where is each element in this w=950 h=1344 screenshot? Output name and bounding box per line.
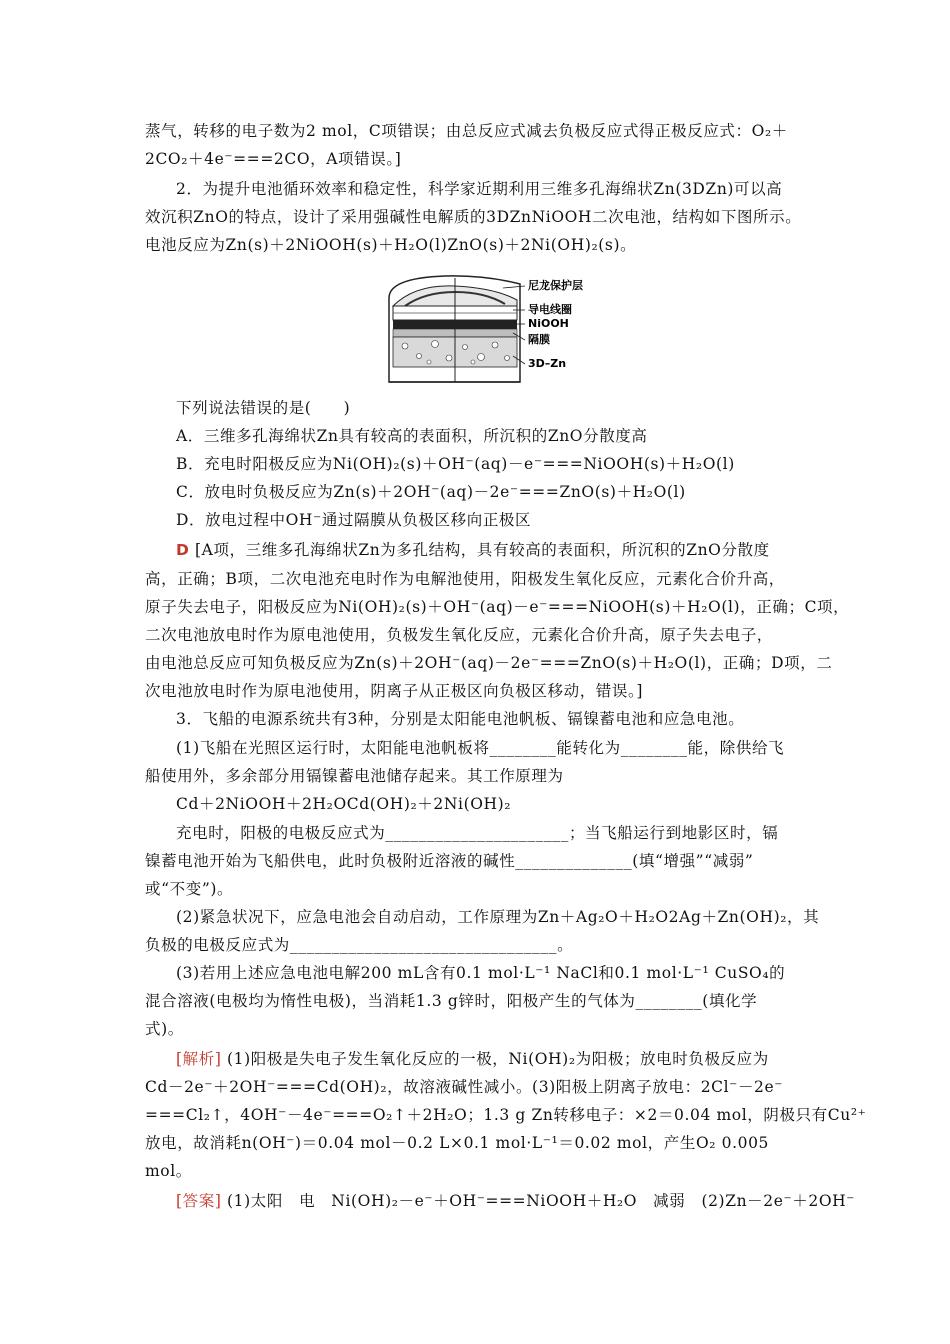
- answer-line: [176, 1190, 856, 1212]
- label-membrane: 隔膜: [528, 333, 550, 346]
- text-line: 蒸气，转移的电子数为2 mol，C项错误；由总反应式减去负极反应式得正极反应式：O₂＋: [145, 122, 788, 140]
- label-coil: 导电线圈: [528, 303, 572, 316]
- option-b: B．充电时阳极反应为Ni(OH)₂(s)＋OH⁻(aq)－e⁻===NiOOH(s)＋H₂O(l): [176, 455, 735, 473]
- text-line: 2CO₂＋4e⁻===2CO，A项错误。]: [145, 150, 402, 168]
- option-c: C．放电时负极反应为Zn(s)＋2OH⁻(aq)－2e⁻===ZnO(s)＋H₂O(l): [176, 483, 686, 501]
- text-line: 电池反应为Zn(s)＋2NiOOH(s)＋H₂O(l)ZnO(s)＋2Ni(OH)₂(s)。: [145, 236, 637, 254]
- text-line: 负极的电极反应式为________________________________。: [145, 936, 574, 954]
- text-line: 二次电池放电时作为原电池使用，负极发生氧化反应，元素化合价升高，原子失去电子，: [145, 626, 773, 644]
- text-line: (2)紧急状况下，应急电池会自动启动，工作原理为Zn＋Ag₂O＋H₂O2Ag＋Zn(OH)₂，其: [176, 908, 820, 926]
- label-3d-zn: 3D–Zn: [528, 357, 567, 370]
- question-3-line: 3．飞船的电源系统共有3种，分别是太阳能电池帆板、镉镍蓄电池和应急电池。: [176, 710, 745, 728]
- text-line: (3)若用上述应急电池电解200 mL含有0.1 mol·L⁻¹ NaCl和0.1 mol·L⁻¹ CuSO₄的: [176, 964, 786, 982]
- text-line: 镍蓄电池开始为飞船供电，此时负极附近溶液的碱性______________(填“增强”“减弱”: [145, 852, 754, 870]
- answer-text: (1)太阳 电 Ni(OH)₂－e⁻＋OH⁻===NiOOH＋H₂O 减弱 (2)Zn－2e⁻＋2OH⁻: [227, 1192, 856, 1210]
- analysis-line: [176, 1048, 836, 1070]
- answer-tag: [答案]: [176, 1192, 222, 1210]
- text-line: 放电，故消耗n(OH⁻)＝0.04 mol－0.2 L×0.1 mol·L⁻¹＝0.02 mol，产生O₂ 0.005: [145, 1134, 769, 1152]
- text-line: 充电时，阳极的电极反应式为______________________；当飞船运行到地影区时，镉: [176, 824, 779, 842]
- label-niooh: NiOOH: [528, 317, 569, 330]
- battery-structure-figure: [385, 270, 585, 385]
- question-2-line: 2．为提升电池循环效率和稳定性，科学家近期利用三维多孔海绵状Zn(3DZn)可以高: [176, 180, 783, 198]
- text-line: 船使用外，多余部分用镉镍蓄电池储存起来。其工作原理为: [145, 767, 564, 785]
- text-line: 式)。: [145, 1020, 184, 1038]
- option-a: A．三维多孔海绵状Zn具有较高的表面积，所沉积的ZnO分散度高: [176, 427, 648, 445]
- answer-explanation-line: [176, 539, 836, 561]
- text-line: 或“不变”)。: [145, 880, 234, 898]
- text-line: Cd－2e⁻＋2OH⁻===Cd(OH)₂，故溶液碱性减小。(3)阳极上阴离子放电：2Cl⁻－2e⁻: [145, 1078, 784, 1096]
- text-line: 由电池总反应可知负极反应为Zn(s)＋2OH⁻(aq)－2e⁻===ZnO(s)＋H₂O(l)，正确；D项，二: [145, 654, 833, 672]
- analysis-text: (1)阳极是失电子发生氧化反应的一极，Ni(OH)₂为阳极；放电时负极反应为: [227, 1050, 769, 1068]
- question-stem: 下列说法错误的是( ): [176, 399, 351, 417]
- text-line: 效沉积ZnO的特点，设计了采用强碱性电解质的3DZnNiOOH二次电池，结构如下图所示。: [145, 208, 802, 226]
- text-line: 原子失去电子，阳极反应为Ni(OH)₂(s)＋OH⁻(aq)－e⁻===NiOOH(s)＋H₂O(l)，正确；C项，: [145, 598, 850, 616]
- analysis-tag: [解析]: [176, 1050, 222, 1068]
- equation-line: Cd＋2NiOOH＋2H₂OCd(OH)₂＋2Ni(OH)₂: [176, 795, 512, 813]
- text-line: ===Cl₂↑，4OH⁻－4e⁻===O₂↑＋2H₂O；1.3 g Zn转移电子：×2＝0.04 mol，阴极只有Cu²⁺: [145, 1106, 867, 1124]
- text-line: 高，正确；B项，二次电池充电时作为电解池使用，阳极发生氧化反应，元素化合价升高，: [145, 570, 785, 588]
- text-line: 混合溶液(电极均为惰性电极)，当消耗1.3 g锌时，阳极产生的气体为________(填化学: [145, 992, 758, 1010]
- label-nylon: 尼龙保护层: [528, 279, 583, 292]
- explanation-text: [A项，三维多孔海绵状Zn为多孔结构，具有较高的表面积，所沉积的ZnO分散度: [195, 541, 770, 559]
- option-d: D．放电过程中OH⁻通过隔膜从负极区移向正极区: [176, 511, 532, 529]
- text-line: 次电池放电时作为原电池使用，阴离子从正极区向负极区移动，错误。]: [145, 682, 643, 700]
- text-line: mol。: [145, 1162, 192, 1180]
- answer-letter: D: [176, 541, 190, 559]
- text-line: (1)飞船在光照区运行时，太阳能电池帆板将________能转化为________能，除供给飞: [176, 739, 785, 757]
